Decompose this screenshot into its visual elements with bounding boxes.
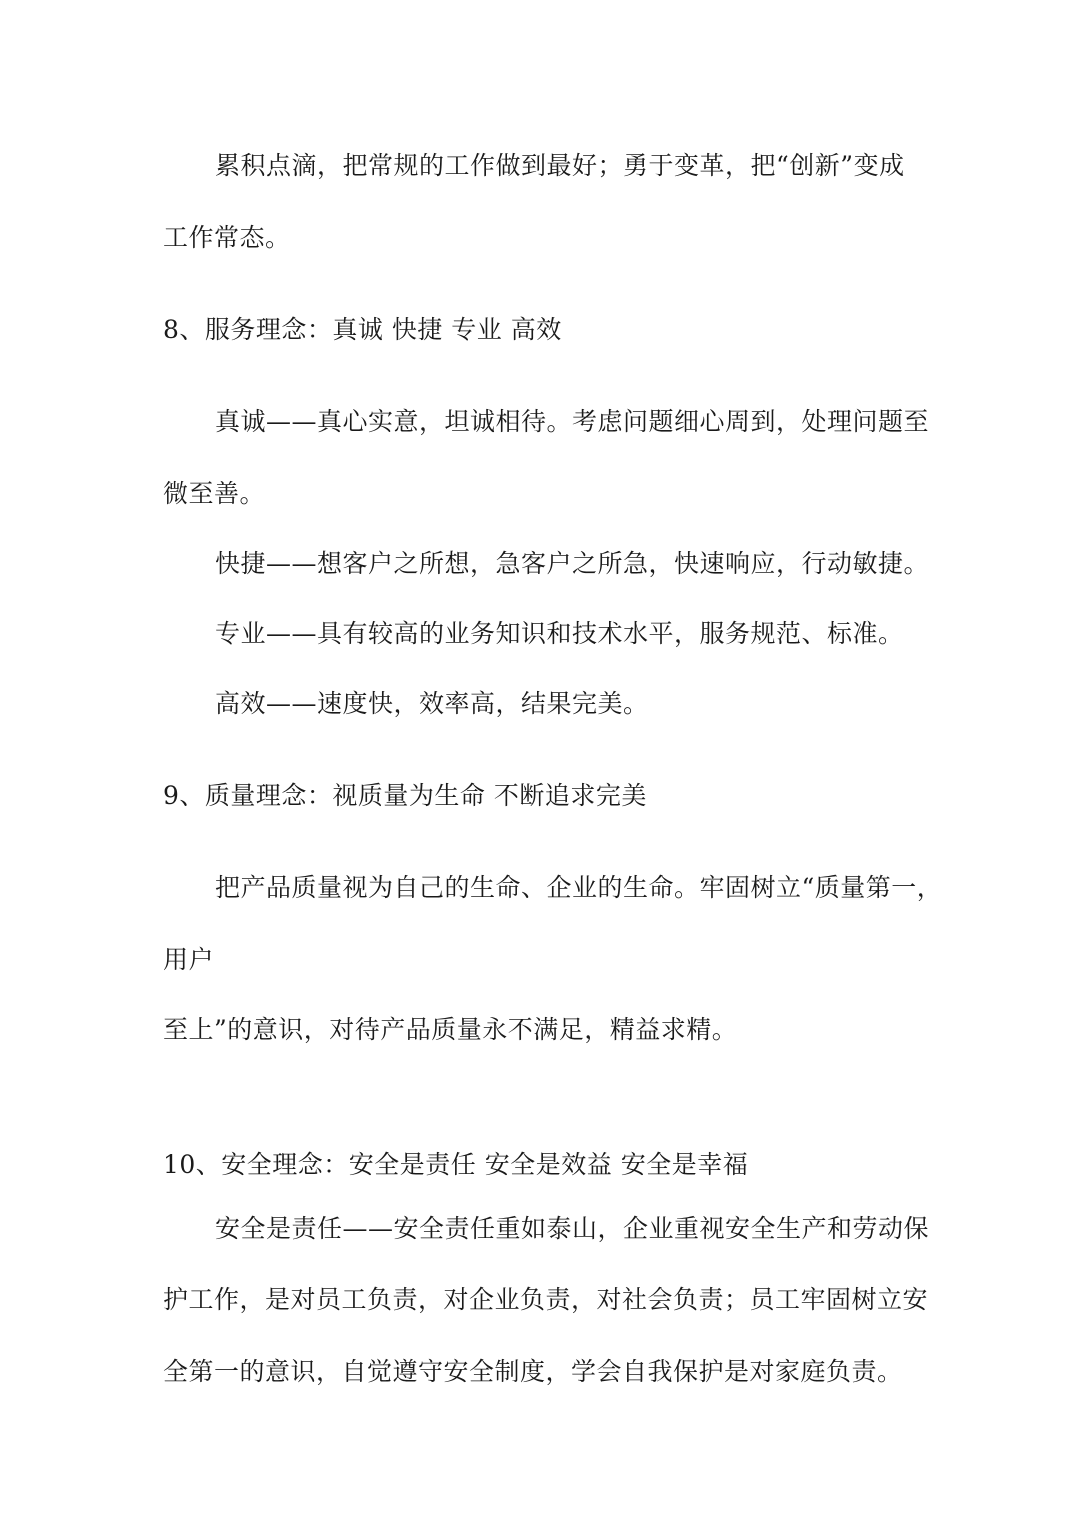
paragraph-line: 累积点滴，把常规的工作做到最好；勇于变革，把“创新”变成 bbox=[215, 151, 905, 180]
section-heading: 8、服务理念：真诚 快捷 专业 高效 bbox=[163, 315, 562, 344]
paragraph-line: 安全是责任——安全责任重如泰山，企业重视安全生产和劳动保 bbox=[215, 1214, 930, 1243]
section-heading: 10、安全理念：安全是责任 安全是效益 安全是幸福 bbox=[163, 1150, 749, 1179]
paragraph-line: 把产品质量视为自己的生命、企业的生命。牢固树立“质量第一， bbox=[215, 873, 943, 902]
paragraph-line: 专业——具有较高的业务知识和技术水平，服务规范、标准。 bbox=[215, 619, 904, 648]
paragraph-line: 真诚——真心实意，坦诚相待。考虑问题细心周到，处理问题至 bbox=[215, 407, 930, 436]
paragraph-line: 用户 bbox=[163, 945, 215, 974]
section-heading: 9、质量理念：视质量为生命 不断追求完美 bbox=[163, 781, 647, 810]
paragraph-line: 护工作，是对员工负责，对企业负责，对社会负责；员工牢固树立安 bbox=[163, 1285, 929, 1314]
paragraph-line: 工作常态。 bbox=[163, 223, 291, 252]
paragraph-line: 全第一的意识，自觉遵守安全制度，学会自我保护是对家庭负责。 bbox=[163, 1357, 903, 1386]
paragraph-line: 快捷——想客户之所想，急客户之所急，快速响应，行动敏捷。 bbox=[215, 549, 930, 578]
paragraph-line: 高效——速度快，效率高，结果完美。 bbox=[215, 689, 649, 718]
paragraph-line: 微至善。 bbox=[163, 479, 266, 508]
paragraph-line: 至上”的意识，对待产品质量永不满足，精益求精。 bbox=[163, 1015, 738, 1044]
